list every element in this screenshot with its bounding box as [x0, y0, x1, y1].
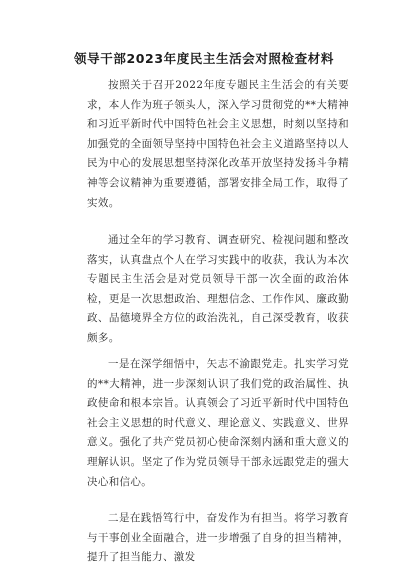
paragraph-intro: 按照关于召开2022年度专题民主生活会的有关要求，本人作为班子领头人，深入学习贯彻党的**大精神和习近平新时代中国特色社会主义思想，时刻以坚持和加强党的全面领导坚持中国特色社会主义道路坚持以人民为中心的发展思想坚持深化改革开放坚持发扬斗争精神等会议精神为重要遵循，部署安排全局工作，取得了实效。 [87, 79, 349, 209]
paragraph-summary: 通过全年的学习教育、调查研究、检视问题和整改落实，认真盘点个人在学习实践中的收获，我认为本次专题民主生活会是对党员领导干部一次全面的政治体检，更是一次思想政治、理想信念、工作作风、廉政勤政、品德境界全方位的政治洗礼，自己深受教育，收获颇多。 [87, 234, 349, 344]
document-title: 领导干部2023年度民主生活会对照检查材料 [74, 51, 334, 66]
paragraph-point-two: 二是在践悟笃行中，奋发作为有担当。将学习教育与干事创业全面融合，进一步增强了自身的担当精神，提升了担当能力、激发 [87, 512, 349, 564]
paragraph-point-one: 一是在深学细悟中，矢志不渝跟党走。扎实学习党的**大精神，进一步深刻认识了我们党的政治属性、执政使命和根本宗旨。认真领会了习近平新时代中国特色社会主义思想的时代意义、理论意义、实践意义、世界意义。强化了共产党员初心使命深刻内涵和重大意义的理解认识。坚定了作为党员领导干部永远跟党走的强大决心和信心。 [87, 358, 349, 488]
